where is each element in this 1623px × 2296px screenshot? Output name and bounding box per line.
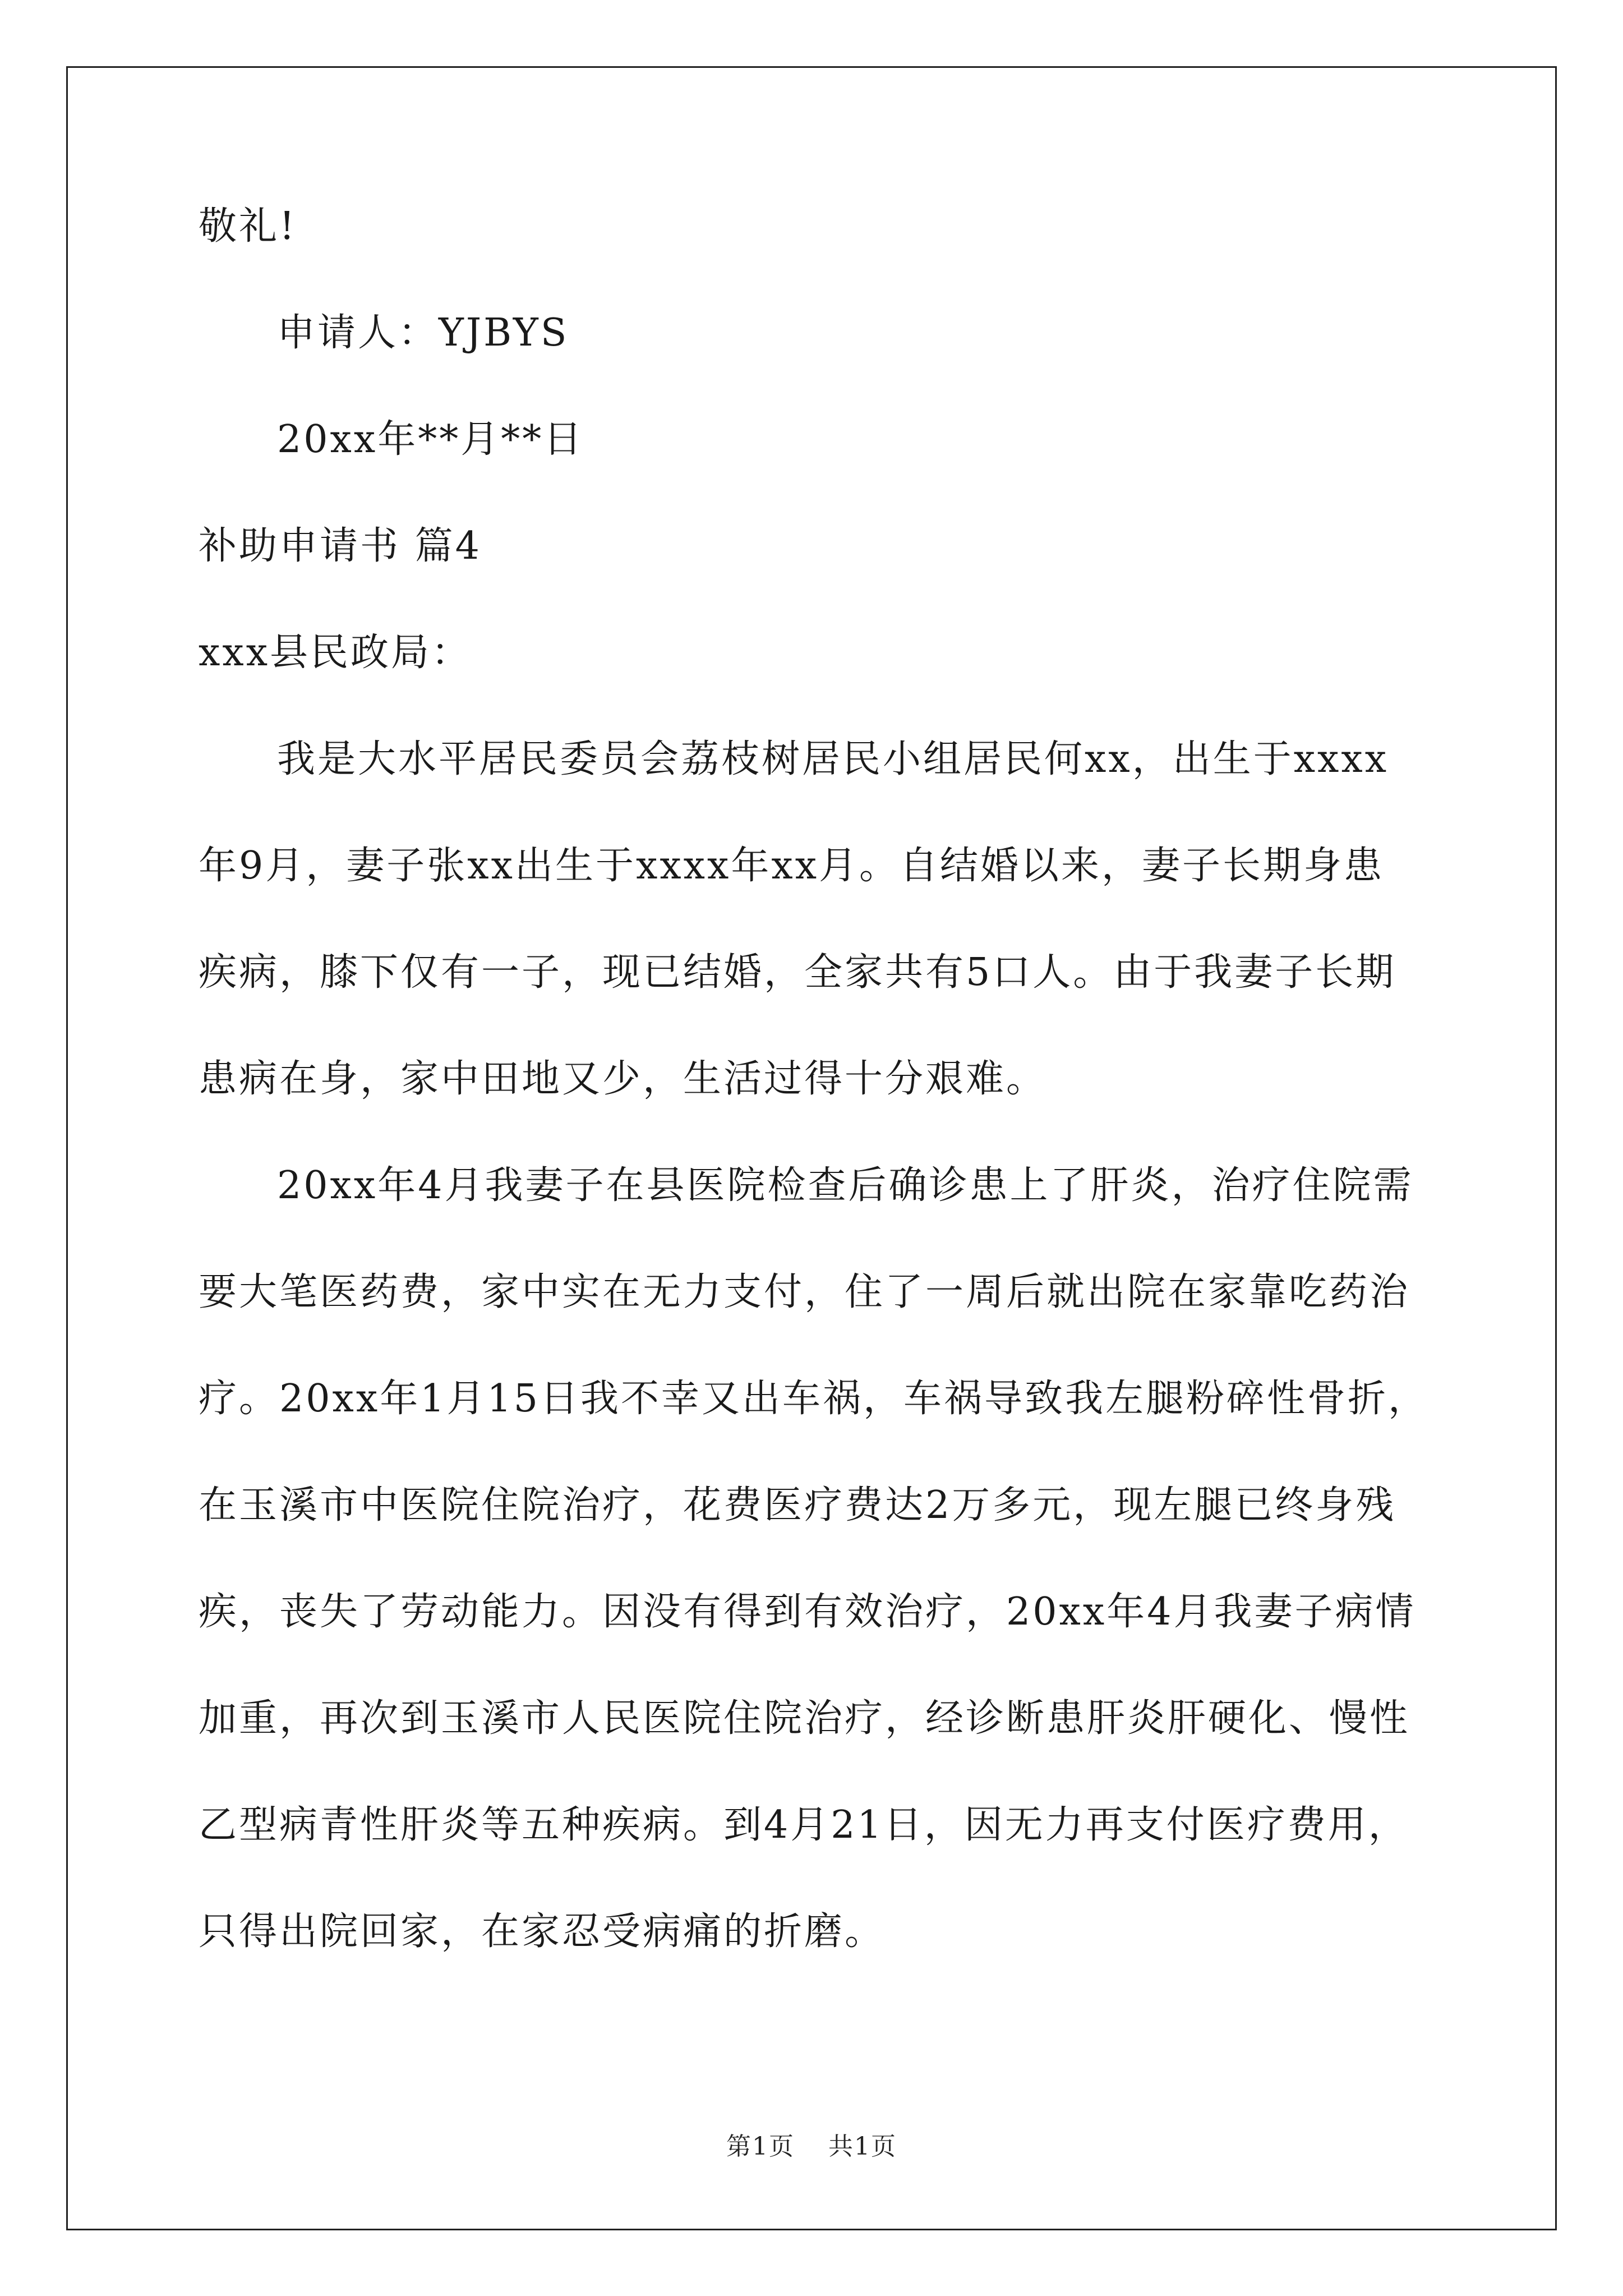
paragraph-line: 要大笔医药费，家中实在无力支付，住了一周后就出院在家靠吃药治 bbox=[199, 1270, 1410, 1314]
paragraph-line: 年9月，妻子张xx出生于xxxx年xx月。自结婚以来，妻子长期身患 bbox=[199, 844, 1385, 888]
section-title: 补助申请书 篇4 bbox=[199, 524, 482, 568]
paragraph-line: 加重，再次到玉溪市人民医院住院治疗，经诊断患肝炎肝硬化、慢性 bbox=[199, 1696, 1410, 1741]
date-line: 20xx年**月**日 bbox=[277, 417, 584, 462]
addressee: xxx县民政局： bbox=[199, 631, 472, 675]
page-number: 第1页 bbox=[726, 2132, 795, 2161]
paragraph-line: 疾病，膝下仅有一子，现已结婚，全家共有5口人。由于我妻子长期 bbox=[199, 950, 1396, 995]
paragraph-line: 20xx年4月我妻子在县医院检查后确诊患上了肝炎，治疗住院需 bbox=[277, 1163, 1414, 1208]
page-total: 共1页 bbox=[828, 2132, 897, 2161]
paragraph-line: 乙型病青性肝炎等五种疾病。到4月21日，因无力再支付医疗费用， bbox=[199, 1803, 1409, 1847]
paragraph-line: 在玉溪市中医院住院治疗，花费医疗费达2万多元，现左腿已终身残 bbox=[199, 1483, 1396, 1527]
paragraph-line: 疾，丧失了劳动能力。因没有得到有效治疗，20xx年4月我妻子病情 bbox=[199, 1590, 1416, 1634]
paragraph-line: 患病在身，家中田地又少，生活过得十分艰难。 bbox=[199, 1057, 1047, 1101]
paragraph-line: 我是大水平居民委员会荔枝树居民小组居民何xx，出生于xxxx bbox=[277, 737, 1389, 781]
paragraph-line: 只得出院回家，在家忍受病痛的折磨。 bbox=[199, 1910, 886, 1954]
paragraph-line: 疗。20xx年1月15日我不幸又出车祸，车祸导致我左腿粉碎性骨折， bbox=[199, 1377, 1429, 1421]
page-border bbox=[66, 66, 1557, 2230]
closing-text: 敬礼! bbox=[199, 204, 297, 249]
page-footer bbox=[0, 2126, 1623, 2162]
applicant-line: 申请人：YJBYS bbox=[277, 311, 569, 355]
